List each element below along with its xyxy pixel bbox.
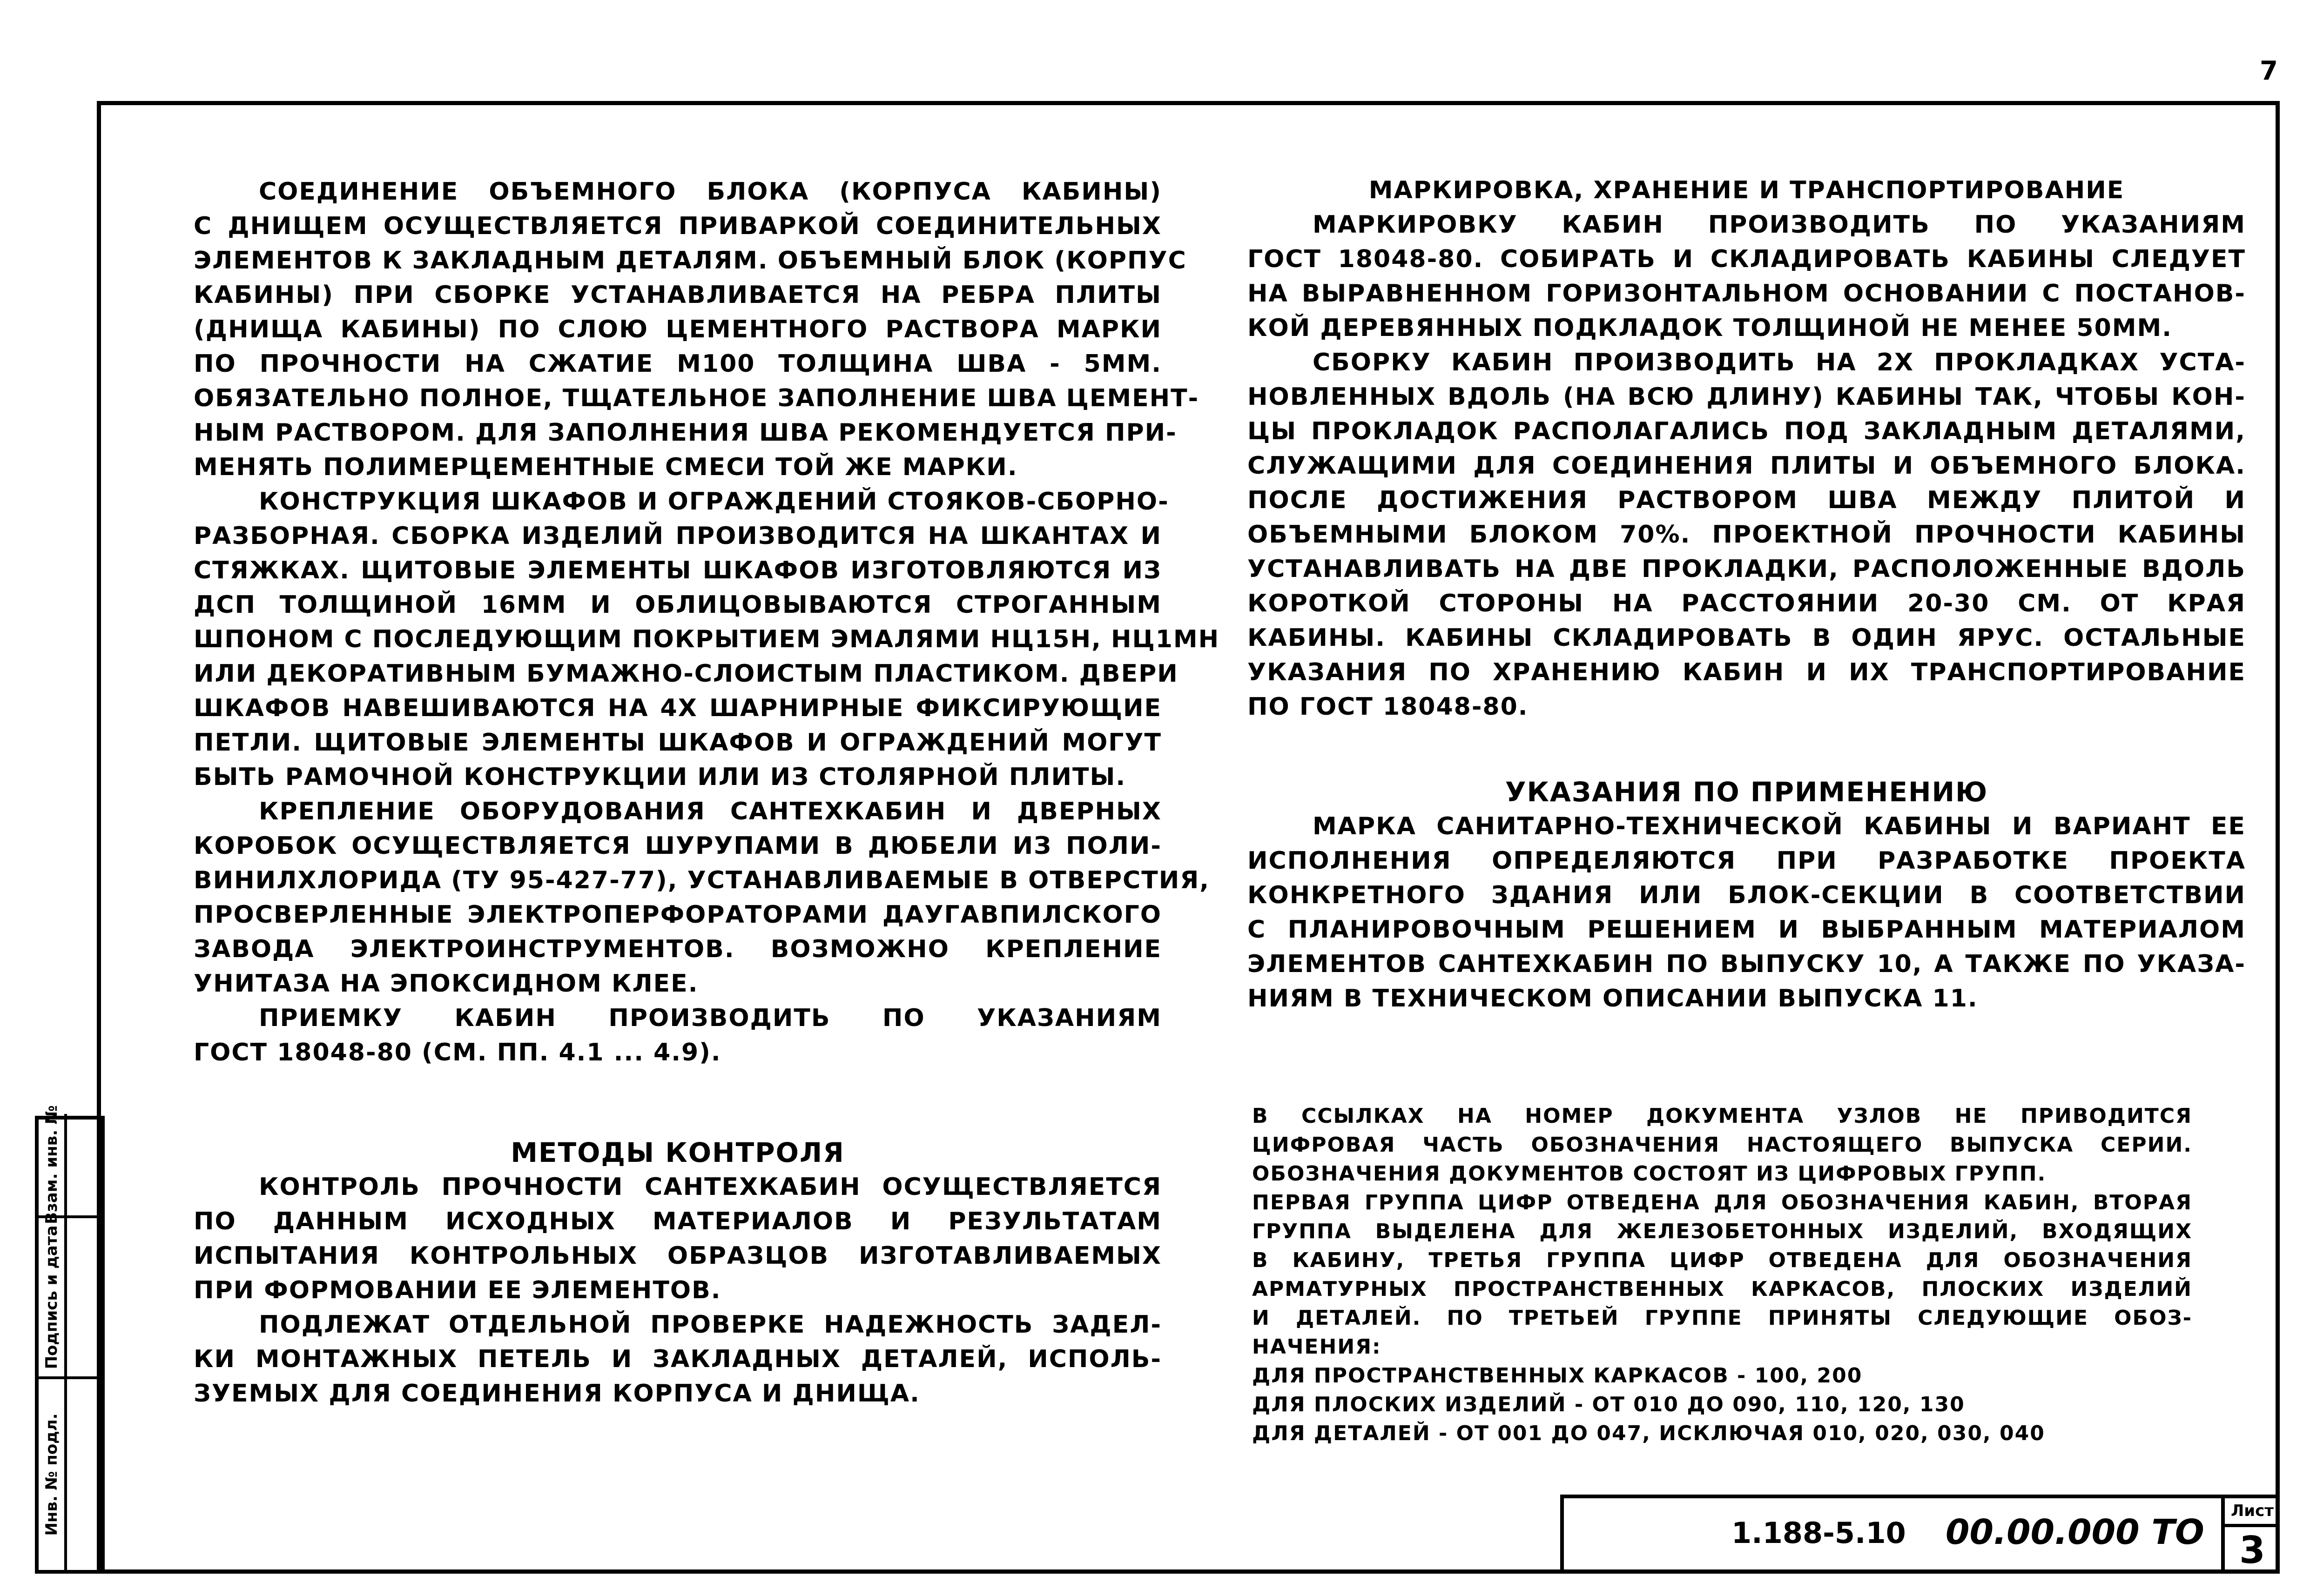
- text-line: НИЯМ В ТЕХНИЧЕСКОМ ОПИСАНИИ ВЫПУСКА 11.: [1247, 985, 1978, 1013]
- text-line: ЭЛЕМЕНТОВ К ЗАКЛАДНЫМ ДЕТАЛЯМ. ОБЪЕМНЫЙ БЛОК (КОРПУС: [194, 247, 1187, 275]
- text-line: ГОСТ 18048-80. СОБИРАТЬ И СКЛАДИРОВАТЬ КАБИНЫ СЛЕДУЕТ: [1247, 245, 2246, 273]
- text-line: ДЛЯ ПЛОСКИХ ИЗДЕЛИЙ - ОТ 010 ДО 090, 110, 120, 130: [1252, 1393, 1965, 1416]
- sheet-number: 3: [2239, 1529, 2265, 1572]
- left-intro-text: [194, 174, 1220, 1070]
- text-line: КРЕПЛЕНИЕ ОБОРУДОВАНИЯ САНТЕХКАБИН И ДВЕРНЫХ: [259, 798, 1162, 825]
- text-line: УНИТАЗА НА ЭПОКСИДНОМ КЛЕЕ.: [194, 970, 699, 998]
- text-line: ЦИФРОВАЯ ЧАСТЬ ОБОЗНАЧЕНИЯ НАСТОЯЩЕГО ВЫПУСКА СЕРИИ.: [1252, 1133, 2192, 1157]
- series-code: 1.188-5.10: [1731, 1516, 1906, 1550]
- text-line: ЦЫ ПРОКЛАДОК РАСПОЛАГАЛИСЬ ПОД ЗАКЛАДНЫМ ДЕТАЛЯМИ,: [1247, 417, 2246, 445]
- text-line: УСТАНАВЛИВАТЬ НА ДВЕ ПРОКЛАДКИ, РАСПОЛОЖЕННЫЕ ВДОЛЬ: [1247, 555, 2246, 583]
- text-line: ОБЯЗАТЕЛЬНО ПОЛНОЕ, ТЩАТЕЛЬНОЕ ЗАПОЛНЕНИЕ ШВА ЦЕМЕНТ-: [194, 384, 1199, 412]
- page-number: 7: [2260, 56, 2278, 86]
- text-line: ИСПЫТАНИЯ КОНТРОЛЬНЫХ ОБРАЗЦОВ ИЗГОТАВЛИВАЕМЫХ: [194, 1242, 1162, 1270]
- text-line: НАЧЕНИЯ:: [1252, 1335, 1381, 1359]
- text-line: НОВЛЕННЫХ ВДОЛЬ (НА ВСЮ ДЛИНУ) КАБИНЫ ТАК, ЧТОБЫ КОН-: [1247, 383, 2246, 411]
- text-line: ПОДЛЕЖАТ ОТДЕЛЬНОЙ ПРОВЕРКЕ НАДЕЖНОСТЬ ЗАДЕЛ-: [259, 1311, 1162, 1339]
- text-line: СТЯЖКАХ. ЩИТОВЫЕ ЭЛЕМЕНТЫ ШКАФОВ ИЗГОТОВЛЯЮТСЯ ИЗ: [194, 557, 1162, 584]
- title-block: [1560, 1495, 2280, 1574]
- usage-heading: УКАЗАНИЯ ПО ПРИМЕНЕНИЮ: [1505, 776, 1988, 808]
- text-line: В КАБИНУ, ТРЕТЬЯ ГРУППА ЦИФР ОТВЕДЕНА ДЛЯ ОБОЗНАЧЕНИЯ: [1252, 1248, 2192, 1272]
- text-line: ПОСЛЕ ДОСТИЖЕНИЯ РАСТВОРОМ ШВА МЕЖДУ ПЛИТОЙ И: [1247, 486, 2246, 514]
- text-line: (ДНИЩА КАБИНЫ) ПО СЛОЮ ЦЕМЕНТНОГО РАСТВОРА МАРКИ: [194, 315, 1162, 343]
- text-line: ШПОНОМ С ПОСЛЕДУЮЩИМ ПОКРЫТИЕМ ЭМАЛЯМИ НЦ15Н, НЦ1МН: [194, 625, 1220, 653]
- stamp-cell-inv-podl: [39, 1376, 101, 1570]
- text-line: УКАЗАНИЯ ПО ХРАНЕНИЮ КАБИН И ИХ ТРАНСПОРТИРОВАНИЕ: [1247, 658, 2246, 686]
- text-line: КОРОБОК ОСУЩЕСТВЛЯЕТСЯ ШУРУПАМИ В ДЮБЕЛИ ИЗ ПОЛИ-: [194, 832, 1162, 860]
- control-section: [194, 1135, 1162, 1411]
- text-line: КОЙ ДЕРЕВЯННЫХ ПОДКЛАДОК ТОЛЩИНОЙ НЕ МЕНЕЕ 50ММ.: [1247, 314, 2173, 342]
- document-code: 00.00.000 ТО: [1946, 1512, 2204, 1552]
- stamp-cell-vzam: [39, 1105, 101, 1224]
- text-line: МАРКА САНИТАРНО-ТЕХНИЧЕСКОЙ КАБИНЫ И ВАРИАНТ ЕЕ: [1313, 812, 2246, 840]
- marking-section: [1247, 173, 2246, 724]
- text-line: ЗУЕМЫХ ДЛЯ СОЕДИНЕНИЯ КОРПУСА И ДНИЩА.: [194, 1380, 920, 1408]
- text-line: КОНКРЕТНОГО ЗДАНИЯ ИЛИ БЛОК-СЕКЦИИ В СООТВЕТСТВИИ: [1247, 881, 2246, 909]
- text-line: ДЛЯ ПРОСТРАНСТВЕННЫХ КАРКАСОВ - 100, 200: [1252, 1364, 1863, 1388]
- text-line: ЭЛЕМЕНТОВ САНТЕХКАБИН ПО ВЫПУСКУ 10, А ТАКЖЕ ПО УКАЗА-: [1247, 950, 2246, 978]
- usage-section: [1247, 775, 2246, 1016]
- text-line: С ПЛАНИРОВОЧНЫМ РЕШЕНИЕМ И ВЫБРАННЫМ МАТЕРИАЛОМ: [1247, 916, 2246, 944]
- text-line: МАРКИРОВКУ КАБИН ПРОИЗВОДИТЬ ПО УКАЗАНИЯМ: [1313, 211, 2246, 239]
- text-line: ПРОСВЕРЛЕННЫЕ ЭЛЕКТРОПЕРФОРАТОРАМИ ДАУГАВПИЛСКОГО: [194, 901, 1162, 929]
- text-line: В ССЫЛКАХ НА НОМЕР ДОКУМЕНТА УЗЛОВ НЕ ПРИВОДИТСЯ: [1252, 1104, 2192, 1128]
- text-line: КАБИНЫ) ПРИ СБОРКЕ УСТАНАВЛИВАЕТСЯ НА РЕБРА ПЛИТЫ: [194, 281, 1162, 309]
- sheet-box: [2221, 1498, 2280, 1574]
- text-line: ПЕРВАЯ ГРУППА ЦИФР ОТВЕДЕНА ДЛЯ ОБОЗНАЧЕНИЯ КАБИН, ВТОРАЯ: [1252, 1191, 2192, 1214]
- stamp-cell-signature: [39, 1215, 101, 1376]
- text-line: ДЛЯ ДЕТАЛЕЙ - ОТ 001 ДО 047, ИСКЛЮЧАЯ 010, 020, 030, 040: [1252, 1422, 2045, 1445]
- text-line: СБОРКУ КАБИН ПРОИЗВОДИТЬ НА 2Х ПРОКЛАДКАХ УСТА-: [1313, 349, 2246, 376]
- text-line: НА ВЫРАВНЕННОМ ГОРИЗОНТАЛЬНОМ ОСНОВАНИИ С ПОСТАНОВ-: [1247, 280, 2246, 308]
- text-line: ВИНИЛХЛОРИДА (ТУ 95-427-77), УСТАНАВЛИВАЕМЫЕ В ОТВЕРСТИЯ,: [194, 866, 1210, 894]
- text-line: ОБОЗНАЧЕНИЯ ДОКУМЕНТОВ СОСТОЯТ ИЗ ЦИФРОВЫХ ГРУПП.: [1252, 1162, 2047, 1186]
- text-line: ИЛИ ДЕКОРАТИВНЫМ БУМАЖНО-СЛОИСТЫМ ПЛАСТИКОМ. ДВЕРИ: [194, 660, 1179, 688]
- text-line: И ДЕТАЛЕЙ. ПО ТРЕТЬЕЙ ГРУППЕ ПРИНЯТЫ СЛЕДУЮЩИЕ ОБОЗ-: [1252, 1306, 2192, 1330]
- text-line: РАЗБОРНАЯ. СБОРКА ИЗДЕЛИЙ ПРОИЗВОДИТСЯ НА ШКАНТАХ И: [194, 522, 1162, 550]
- text-line: ГОСТ 18048-80 (СМ. ПП. 4.1 ... 4.9).: [194, 1039, 721, 1066]
- text-line: ПО ГОСТ 18048-80.: [1247, 693, 1529, 721]
- text-line: ПО ПРОЧНОСТИ НА СЖАТИЕ М100 ТОЛЩИНА ШВА - 5ММ.: [194, 350, 1162, 378]
- text-line: АРМАТУРНЫХ ПРОСТРАНСТВЕННЫХ КАРКАСОВ, ПЛОСКИХ ИЗДЕЛИЙ: [1252, 1277, 2192, 1301]
- text-line: ПРИЕМКУ КАБИН ПРОИЗВОДИТЬ ПО УКАЗАНИЯМ: [259, 1004, 1162, 1032]
- text-line: БЫТЬ РАМОЧНОЙ КОНСТРУКЦИИ ИЛИ ИЗ СТОЛЯРНОЙ ПЛИТЫ.: [194, 763, 1126, 791]
- notes-section: [1252, 1102, 2192, 1448]
- text-line: НЫМ РАСТВОРОМ. ДЛЯ ЗАПОЛНЕНИЯ ШВА РЕКОМЕНДУЕТСЯ ПРИ-: [194, 419, 1177, 447]
- stamp-label: Подпись и дата: [42, 1225, 61, 1369]
- text-line: КИ МОНТАЖНЫХ ПЕТЕЛЬ И ЗАКЛАДНЫХ ДЕТАЛЕЙ, ИСПОЛЬ-: [194, 1345, 1162, 1373]
- text-line: СОЕДИНЕНИЕ ОБЪЕМНОГО БЛОКА (КОРПУСА КАБИНЫ): [259, 178, 1162, 206]
- text-line: ГРУППА ВЫДЕЛЕНА ДЛЯ ЖЕЛЕЗОБЕТОННЫХ ИЗДЕЛИЙ, ВХОДЯЩИХ: [1252, 1220, 2192, 1243]
- text-line: ДСП ТОЛЩИНОЙ 16ММ И ОБЛИЦОВЫВАЮТСЯ СТРОГАННЫМ: [194, 591, 1162, 619]
- text-line: ПО ДАННЫМ ИСХОДНЫХ МАТЕРИАЛОВ И РЕЗУЛЬТАТАМ: [194, 1207, 1162, 1235]
- control-heading: МЕТОДЫ КОНТРОЛЯ: [511, 1137, 845, 1168]
- text-line: ЗАВОДА ЭЛЕКТРОИНСТРУМЕНТОВ. ВОЗМОЖНО КРЕПЛЕНИЕ: [194, 935, 1162, 963]
- sheet-label: Лист: [2225, 1498, 2280, 1527]
- text-line: ПЕТЛИ. ЩИТОВЫЕ ЭЛЕМЕНТЫ ШКАФОВ И ОГРАЖДЕНИЙ МОГУТ: [194, 729, 1162, 757]
- text-line: МЕНЯТЬ ПОЛИМЕРЦЕМЕНТНЫЕ СМЕСИ ТОЙ ЖЕ МАРКИ.: [194, 453, 1018, 481]
- side-stamp: [35, 1105, 105, 1574]
- text-line: КОНТРОЛЬ ПРОЧНОСТИ САНТЕХКАБИН ОСУЩЕСТВЛЯЕТСЯ: [259, 1173, 1162, 1201]
- text-line: ПРИ ФОРМОВАНИИ ЕЕ ЭЛЕМЕНТОВ.: [194, 1276, 721, 1304]
- marking-heading: МАРКИРОВКА, ХРАНЕНИЕ И ТРАНСПОРТИРОВАНИЕ: [1368, 176, 2125, 204]
- text-line: С ДНИЩЕМ ОСУЩЕСТВЛЯЕТСЯ ПРИВАРКОЙ СОЕДИНИТЕЛЬНЫХ: [194, 212, 1162, 240]
- text-line: КАБИНЫ. КАБИНЫ СКЛАДИРОВАТЬ В ОДИН ЯРУС. ОСТАЛЬНЫЕ: [1247, 624, 2246, 652]
- text-line: КОРОТКОЙ СТОРОНЫ НА РАССТОЯНИИ 20-30 СМ. ОТ КРАЯ: [1247, 590, 2246, 617]
- stamp-label: Инв. № подл.: [42, 1413, 61, 1536]
- text-line: ИСПОЛНЕНИЯ ОПРЕДЕЛЯЮТСЯ ПРИ РАЗРАБОТКЕ ПРОЕКТА: [1247, 847, 2246, 875]
- stamp-label: Взам. инв. №: [42, 1105, 61, 1224]
- text-line: ШКАФОВ НАВЕШИВАЮТСЯ НА 4Х ШАРНИРНЫЕ ФИКСИРУЮЩИЕ: [194, 694, 1162, 722]
- text-line: КОНСТРУКЦИЯ ШКАФОВ И ОГРАЖДЕНИЙ СТОЯКОВ-СБОРНО-: [259, 488, 1169, 516]
- text-line: ОБЪЕМНЫМИ БЛОКОМ 70%. ПРОЕКТНОЙ ПРОЧНОСТИ КАБИНЫ: [1247, 521, 2246, 549]
- text-line: СЛУЖАЩИМИ ДЛЯ СОЕДИНЕНИЯ ПЛИТЫ И ОБЪЕМНОГО БЛОКА.: [1247, 452, 2246, 480]
